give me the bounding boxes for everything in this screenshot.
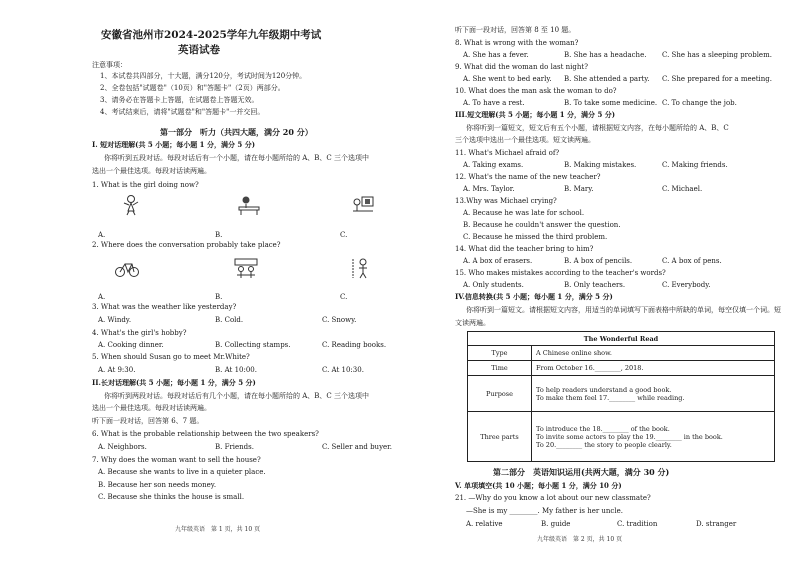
section-5-heading: V. 单项填空(共 10 小题；每小题 1 分，满分 10 分): [455, 481, 622, 490]
part-2-heading: 第二部分 英语知识运用(共两大题，满分 30 分): [493, 467, 670, 477]
section-1-instructions: 选出一个最佳选项。每段对话读两遍。: [92, 167, 211, 175]
option-a-label: A.: [98, 293, 106, 301]
question-7-option-a: A. Because she wants to live in a quieter place.: [98, 468, 266, 476]
question-11-option-c: C. Making friends.: [662, 161, 728, 169]
note-item: 2、全卷包括"试题卷"（10页）和"答题卡"（2页）两部分。: [100, 84, 285, 92]
section-1-instructions: 你将听到五段对话。每段对话后有一个小题，请在每小题所给的 A、B、C 三个选项中: [104, 154, 370, 162]
question-21-option-a: A. relative: [466, 520, 503, 528]
question-4-option-b: B. Collecting stamps.: [215, 341, 291, 349]
question-12: 12. What's the name of the new teacher?: [455, 173, 601, 181]
question-6: 6. What is the probable relationship between the two speakers?: [92, 430, 319, 438]
note-item: 3、请务必在答题卡上答题，在试题卷上答题无效。: [100, 96, 259, 104]
section-4-instructions: 文读两遍。: [455, 319, 490, 327]
question-13-option-c: C. Because he missed the third problem.: [463, 233, 608, 241]
question-21: 21. —Why do you know a lot about our new classmate?: [455, 494, 651, 502]
question-3-option-a: A. Windy.: [98, 316, 132, 324]
question-12-option-a: A. Mrs. Taylor.: [463, 185, 515, 193]
question-9-option-c: C. She prepared for a meeting.: [662, 75, 773, 83]
question-7-option-c: C. Because she thinks the house is small.: [98, 493, 245, 501]
note-item: 4、考试结束后，请将"试题卷"和"答题卡"一并交回。: [100, 108, 265, 116]
question-13: 13.Why was Michael crying?: [455, 197, 557, 205]
question-2: 2. Where does the conversation probably take place?: [92, 241, 281, 249]
exam-subtitle: 英语试卷: [178, 44, 220, 56]
question-10-option-c: C. To change the job.: [662, 99, 737, 107]
question-4: 4. What's the girl's hobby?: [92, 329, 187, 337]
part-1-heading: 第一部分 听力（共四大题，满分 20 分）: [160, 127, 313, 137]
section-1-heading: I. 短对话理解(共 5 小题；每小题 1 分，满分 5 分): [92, 140, 256, 149]
table-value-purpose: [532, 376, 775, 412]
question-11: 11. What's Michael afraid of?: [455, 149, 560, 157]
option-a-label: A.: [98, 231, 106, 239]
question-13-option-a: A. Because he was late for school.: [463, 209, 585, 217]
question-12-option-c: C. Michael.: [662, 185, 703, 193]
option-b-label: B.: [215, 231, 223, 239]
question-8-option-b: B. She has a headache.: [564, 51, 647, 59]
question-10: 10. What does the man ask the woman to do?: [455, 87, 617, 95]
question-13-option-b: B. Because he couldn't answer the question.: [463, 221, 621, 229]
parts-line: To invite some actors to play the 19.________ in the book.: [536, 432, 723, 441]
question-8: 8. What is wrong with the woman?: [455, 39, 579, 47]
section-3-heading: III.短文理解(共 5 小题；每小题 1 分，满分 5 分): [455, 110, 616, 119]
parts-line: To 20.________ the story to people clearly.: [536, 440, 672, 449]
table-value-type: A Chinese online show.: [532, 346, 775, 361]
question-9-option-b: B. She attended a party.: [564, 75, 650, 83]
table-key-three-parts: Three parts: [468, 412, 532, 462]
purpose-line: To make them feel 17.________ while reading.: [536, 393, 685, 402]
question-11-option-a: A. Taking exams.: [463, 161, 524, 169]
section-2-instructions: 听下面一段对话，回答第 8 至 10 题。: [455, 26, 576, 34]
question-14-option-a: A. A box of erasers.: [463, 257, 533, 265]
notes-heading: 注意事项：: [92, 61, 127, 69]
question-15-option-b: B. Only teachers.: [564, 281, 626, 289]
question-21-option-b: B. guide: [541, 520, 571, 528]
question-21-option-d: D. stranger: [696, 520, 737, 528]
table-value-time: From October 16.________, 2018.: [532, 361, 775, 376]
option-c-label: C.: [340, 231, 348, 239]
question-5-option-b: B. At 10:00.: [215, 366, 257, 374]
question-6-option-b: B. Friends.: [215, 443, 254, 451]
section-2-heading: II.长对话理解(共 5 小题；每小题 1 分，满分 5 分): [92, 378, 256, 387]
section-2-instructions: 你将听到两段对话。每段对话后有几个小题，请在每小题所给的 A、B、C 三个选项中: [104, 392, 370, 400]
table-title: The Wonderful Read: [468, 332, 775, 346]
page-2: [400, 0, 794, 570]
girl-dancing-picture: [118, 194, 144, 216]
table-value-three-parts: [532, 412, 775, 462]
question-3-option-b: B. Cold.: [215, 316, 244, 324]
shop-scene-picture: [233, 257, 259, 279]
page-footer: 九年级英语 第 1 页，共 10 页: [175, 526, 261, 533]
question-9: 9. What did the woman do last night?: [455, 63, 588, 71]
table-key-purpose: Purpose: [468, 376, 532, 412]
question-15: 15. Who makes mistakes according to the teacher's words?: [455, 269, 666, 277]
option-c-label: C.: [340, 293, 348, 301]
purpose-line: To help readers understand a good book.: [536, 385, 672, 394]
section-3-instructions: 三个选项中选出一个最佳选项。短文读两遍。: [455, 136, 595, 144]
question-10-option-a: A. To have a rest.: [463, 99, 525, 107]
parts-line: To introduce the 18.________ of the book.: [536, 424, 670, 433]
question-3-option-c: C. Snowy.: [322, 316, 357, 324]
bicycle-picture: [114, 257, 140, 279]
question-21-line-2: —She is my ________. My father is her uncle.: [466, 507, 623, 515]
exam-title: 安徽省池州市2024-2025学年九年级期中考试: [101, 29, 322, 41]
question-14-option-b: B. A box of pencils.: [564, 257, 633, 265]
question-1: 1. What is the girl doing now?: [92, 181, 199, 189]
question-6-option-a: A. Neighbors.: [98, 443, 147, 451]
page-footer: 九年级英语 第 2 页，共 10 页: [537, 536, 623, 543]
girl-with-computer-picture: [350, 194, 376, 216]
note-item: 1、本试卷共四部分，十大题，满分120分，考试时间为120分钟。: [100, 72, 307, 80]
question-4-option-c: C. Reading books.: [322, 341, 387, 349]
section-4-instructions: 你将听到一篇短文。请根据短文内容，用适当的单词填写下面表格中所缺的单词，每空仅填一个词。短: [466, 306, 781, 314]
section-2-instructions: 听下面一段对话，回答第 6、7 题。: [92, 417, 204, 425]
option-b-label: B.: [215, 293, 223, 301]
question-5-option-a: A. At 9:30.: [98, 366, 136, 374]
table-key-type: Type: [468, 346, 532, 361]
question-9-option-a: A. She went to bed early.: [463, 75, 552, 83]
question-3: 3. What was the weather like yesterday?: [92, 303, 237, 311]
question-12-option-b: B. Mary.: [564, 185, 594, 193]
question-10-option-b: B. To take some medicine.: [564, 99, 658, 107]
question-14: 14. What did the teacher bring to him?: [455, 245, 594, 253]
section-3-instructions: 你将听到一篇短文，短文后有五个小题，请根据短文内容，在每小题所给的 A、B、C: [466, 124, 729, 132]
question-8-option-c: C. She has a sleeping problem.: [662, 51, 772, 59]
question-21-option-c: C. tradition: [617, 520, 658, 528]
question-8-option-a: A. She has a fever.: [463, 51, 529, 59]
girl-at-desk-picture: [235, 194, 261, 216]
person-standing-picture: [350, 257, 376, 279]
question-7-option-b: B. Because her son needs money.: [98, 481, 217, 489]
question-14-option-c: C. A box of pens.: [662, 257, 722, 265]
question-5-option-c: C. At 10:30.: [322, 366, 364, 374]
section-4-heading: IV.信息转换(共 5 小题；每小题 1 分，满分 5 分): [455, 292, 613, 301]
question-4-option-a: A. Cooking dinner.: [98, 341, 164, 349]
question-5: 5. When should Susan go to meet Mr.White?: [92, 353, 250, 361]
section-2-instructions: 选出一个最佳选项。每段对话读两遍。: [92, 404, 211, 412]
question-15-option-a: A. Only students.: [463, 281, 524, 289]
question-11-option-b: B. Making mistakes.: [564, 161, 637, 169]
table-key-time: Time: [468, 361, 532, 376]
question-15-option-c: C. Everybody.: [662, 281, 711, 289]
info-table: [467, 331, 775, 462]
question-6-option-c: C. Seller and buyer.: [322, 443, 392, 451]
question-7: 7. Why does the woman want to sell the house?: [92, 456, 261, 464]
